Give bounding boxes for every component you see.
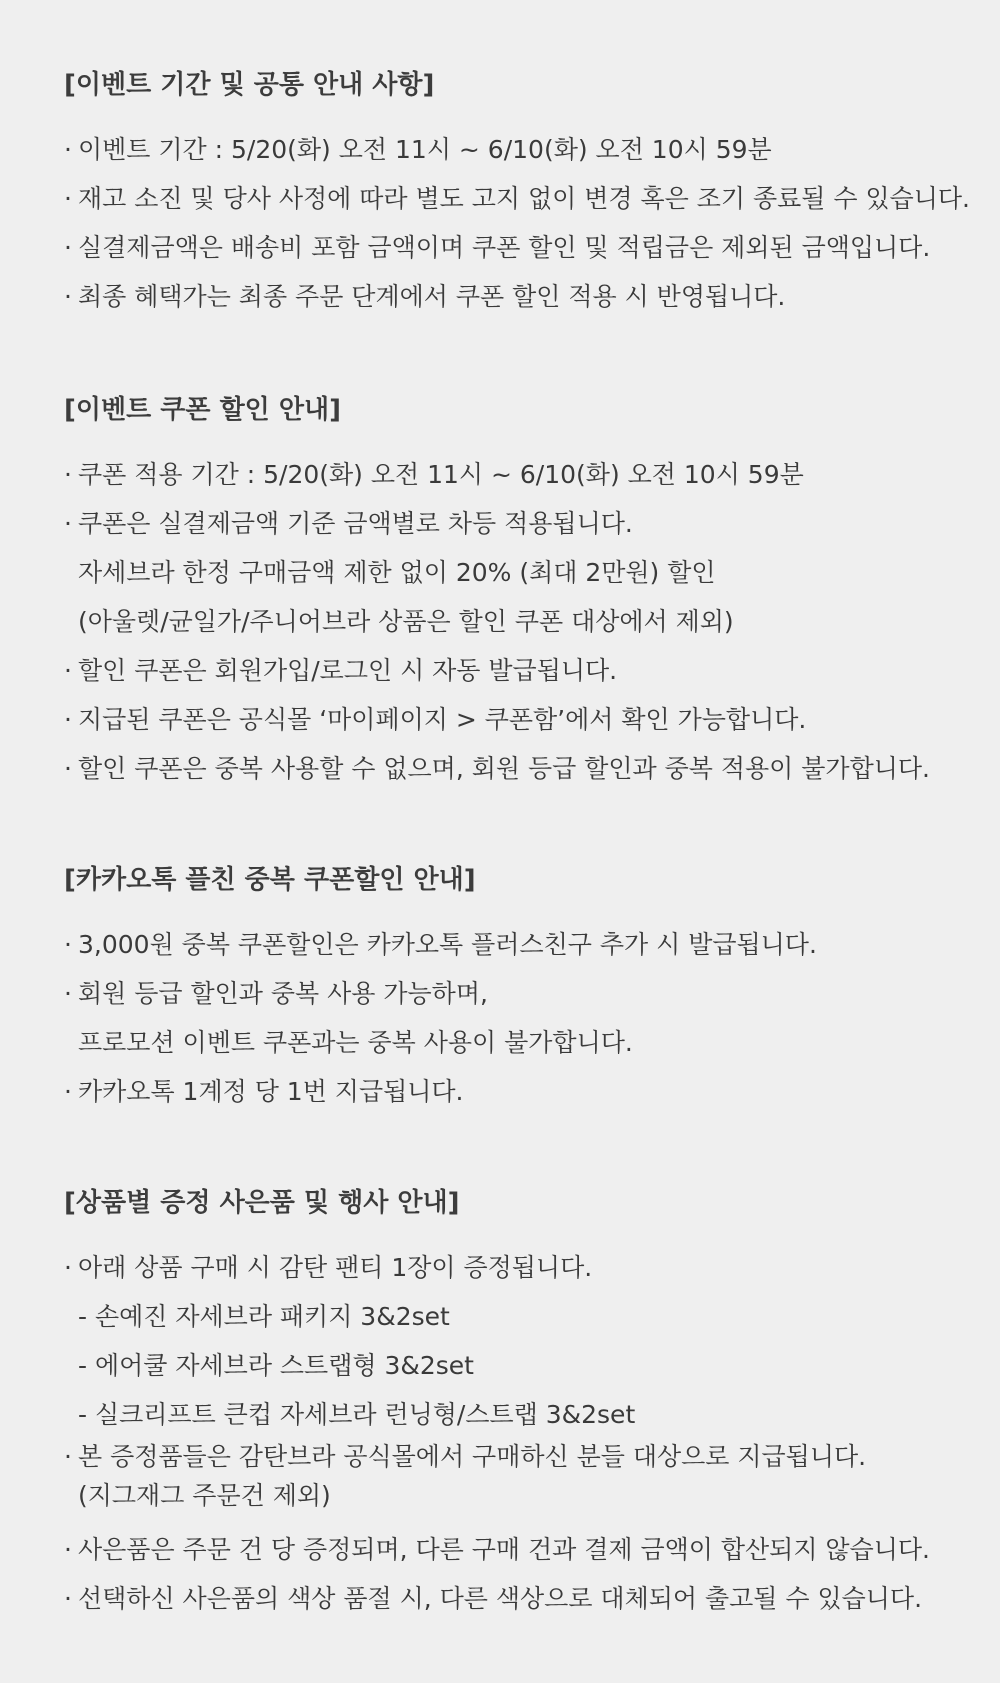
item-text: 할인 쿠폰은 회원가입/로그인 시 자동 발급됩니다.: [78, 656, 618, 685]
list-item: [64, 1574, 964, 1623]
bullet: ·: [64, 754, 72, 783]
bullet: ·: [64, 1253, 72, 1282]
item-text: 쿠폰 적용 기간 : 5/20(화) 오전 11시 ~ 6/10(화) 오전 10시 59분: [78, 460, 804, 489]
list-item: [64, 1439, 964, 1475]
list-item: [64, 174, 971, 223]
item-text: 최종 혜택가는 최종 주문 단계에서 쿠폰 할인 적용 시 반영됩니다.: [78, 282, 786, 311]
bullet: ·: [64, 184, 72, 213]
bullet: ·: [64, 979, 72, 1008]
bullet: ·: [64, 509, 72, 538]
bullet: ·: [64, 656, 72, 685]
list-item-continuation: 프로모션 이벤트 쿠폰과는 중복 사용이 불가합니다.: [78, 1028, 633, 1057]
item-text: 실결제금액은 배송비 포함 금액이며 쿠폰 할인 및 적립금은 제외된 금액입니다.: [78, 233, 931, 262]
list-item-continuation: 자세브라 한정 구매금액 제한 없이 20% (최대 2만원) 할인: [78, 558, 716, 587]
section-title: [이벤트 기간 및 공통 안내 사항]: [64, 70, 435, 100]
bullet: ·: [64, 1077, 72, 1106]
item-text: 쿠폰은 실결제금액 기준 금액별로 차등 적용됩니다.: [78, 509, 633, 538]
item-text: 본 증정품들은 감탄브라 공식몰에서 구매하신 분들 대상으로 지급됩니다.: [78, 1442, 867, 1471]
list-item: [64, 1067, 964, 1116]
list-item: [64, 695, 964, 744]
list-item: [64, 1243, 964, 1292]
item-text: 회원 등급 할인과 중복 사용 가능하며,: [78, 979, 488, 1008]
item-text: 카카오톡 1계정 당 1번 지급됩니다.: [78, 1077, 464, 1106]
item-text: 이벤트 기간 : 5/20(화) 오전 11시 ~ 6/10(화) 오전 10시 59분: [78, 135, 772, 164]
bullet: ·: [64, 1442, 72, 1471]
bullet: ·: [64, 705, 72, 734]
list-item: [64, 1525, 964, 1574]
item-text: 아래 상품 구매 시 감탄 팬티 1장이 증정됩니다.: [78, 1253, 593, 1282]
item-text: 선택하신 사은품의 색상 품절 시, 다른 색상으로 대체되어 출고될 수 있습니다.: [78, 1584, 923, 1613]
bullet: ·: [64, 930, 72, 959]
bullet: ·: [64, 233, 72, 262]
event-period-section: [64, 65, 971, 321]
bullet: ·: [64, 1584, 72, 1613]
item-text: 사은품은 주문 건 당 증정되며, 다른 구매 건과 결제 금액이 합산되지 않습니다.: [78, 1535, 930, 1564]
item-text: 3,000원 중복 쿠폰할인은 카카오톡 플러스친구 추가 시 발급됩니다.: [78, 930, 817, 959]
section-title: [상품별 증정 사은품 및 행사 안내]: [64, 1188, 460, 1218]
bullet: ·: [64, 282, 72, 311]
list-item: [64, 920, 964, 969]
product-list-item: - 손예진 자세브라 패키지 3&2set: [78, 1302, 450, 1331]
product-list-item: - 에어쿨 자세브라 스트랩형 3&2set: [78, 1351, 474, 1380]
list-item: [64, 125, 964, 174]
bullet: ·: [64, 135, 72, 164]
item-text: 재고 소진 및 당사 사정에 따라 별도 고지 없이 변경 혹은 조기 종료될 수 있습니다.: [78, 184, 971, 213]
list-item: [64, 272, 964, 321]
item-text: 지급된 쿠폰은 공식몰 ‘마이페이지 > 쿠폰함’에서 확인 가능합니다.: [78, 705, 807, 734]
list-item: [64, 499, 964, 548]
list-item-continuation: (지그재그 주문건 제외): [78, 1481, 331, 1510]
kakao-coupon-section: [64, 860, 964, 1116]
bullet: ·: [64, 460, 72, 489]
coupon-discount-section: [64, 390, 964, 793]
list-item: [64, 223, 964, 272]
item-text: 할인 쿠폰은 중복 사용할 수 없으며, 회원 등급 할인과 중복 적용이 불가합니다.: [78, 754, 930, 783]
bullet: ·: [64, 1535, 72, 1564]
list-item: [64, 646, 964, 695]
list-item: [64, 744, 964, 793]
list-item: [64, 969, 964, 1018]
product-list-item: - 실크리프트 큰컵 자세브라 런닝형/스트랩 3&2set: [78, 1400, 636, 1429]
list-item-continuation: (아울렛/균일가/주니어브라 상품은 할인 쿠폰 대상에서 제외): [78, 607, 734, 636]
list-item: [64, 450, 964, 499]
gift-promotion-section: [64, 1183, 964, 1623]
section-title: [이벤트 쿠폰 할인 안내]: [64, 395, 341, 425]
section-title: [카카오톡 플친 중복 쿠폰할인 안내]: [64, 865, 476, 895]
